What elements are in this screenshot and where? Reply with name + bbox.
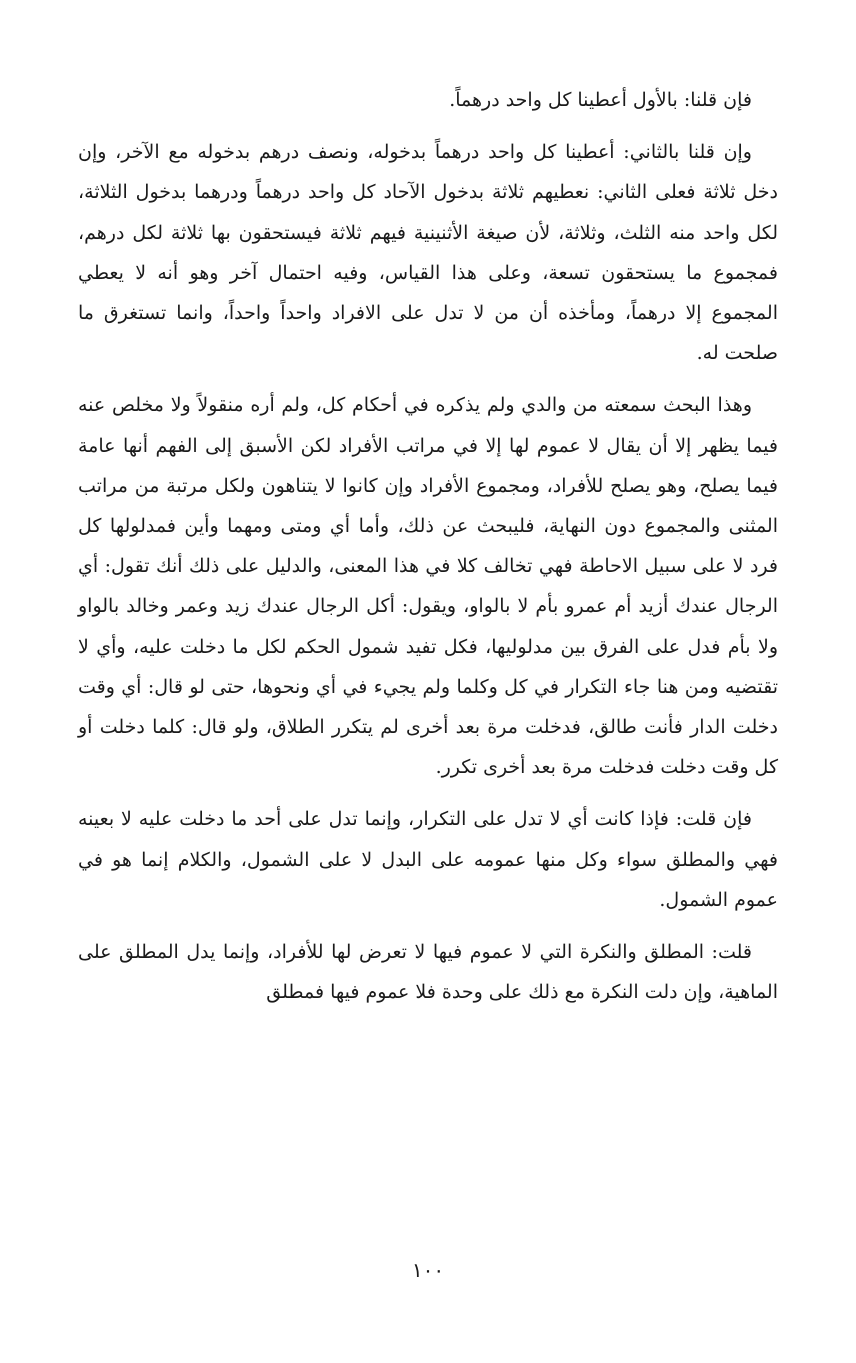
paragraph: وهذا البحث سمعته من والدي ولم يذكره في أحكام كل، ولم أره منقولاً ولا مخلص عنه فيما يظهر إلا أن يقال لا عموم لها إلا في مراتب الأفراد لكن الأسبق إلى الفهم أنها عامة فيما يصلح، وهو يصلح للأفراد، ومجموع الأفراد وإن كانوا لا يتناهون ولكل مرتبة من مراتب المثنى والمجموع دون النهاية، فليبحث عن ذلك، وأما أي ومتى ومهما وأين فمدلولها كل فرد لا على سبيل الاحاطة فهي تخالف كلا في هذا المعنى، والدليل على ذلك أنك تقول: أي الرجال عندك أزيد أم عمرو بأم لا بالواو، ويقول: أكل الرجال عندك زيد وعمر وخالد بالواو ولا بأم فدل على الفرق بين مدلوليها، فكل تفيد شمول الحكم لكل ما دخلت عليه، وأي لا تقتضيه ومن هنا جاء التكرار في كل وكلما ولم يجيء في أي ونحوها، حتى لو قال: أي وقت دخلت الدار فأنت طالق، فدخلت مرة بعد أخرى لم يتكرر الطلاق، ولو قال: كلما دخلت أو كل وقت دخلت فدخلت مرة بعد أخرى تكرر.	[78, 394, 778, 779]
paragraph: قلت: المطلق والنكرة التي لا عموم فيها لا تعرض لها للأفراد، وإنما يدل المطلق على الماهية، وإن دلت النكرة مع ذلك على وحدة فلا عموم فيها فمطلق	[78, 941, 778, 1004]
paragraph: وإن قلنا بالثاني: أعطينا كل واحد درهماً بدخوله، ونصف درهم بدخوله مع الآخر، وإن دخل ثلاثة فعلى الثاني: نعطيهم ثلاثة بدخول الآحاد كل واحد درهماً ودرهما بدخول الثلاثة، لكل واحد منه الثلث، وثلاثة، لأن صيغة الأثنينية فيهم ثلاثة فيستحقون بها ثلاثة لكل درهم، فمجموع ما يستحقون تسعة، وعلى هذا القياس، وفيه احتمال آخر وهو أنه لا يعطي المجموع إلا درهماً، ومأخذه أن من لا تدل على الافراد واحداً واحداً، وانما تستغرق ما صلحت له.	[78, 141, 778, 365]
paragraph: فإن قلت: فإذا كانت أي لا تدل على التكرار، وإنما تدل على أحد ما دخلت عليه لا بعينه فهي والمطلق سواء وكل منها عمومه على البدل لا على الشمول، والكلام إنما هو في عموم الشمول.	[78, 808, 778, 911]
body-text	[78, 80, 778, 1024]
page-number: ١٠٠	[411, 1258, 445, 1282]
paragraph: فإن قلنا: بالأول أعطينا كل واحد درهماً.	[449, 89, 752, 111]
